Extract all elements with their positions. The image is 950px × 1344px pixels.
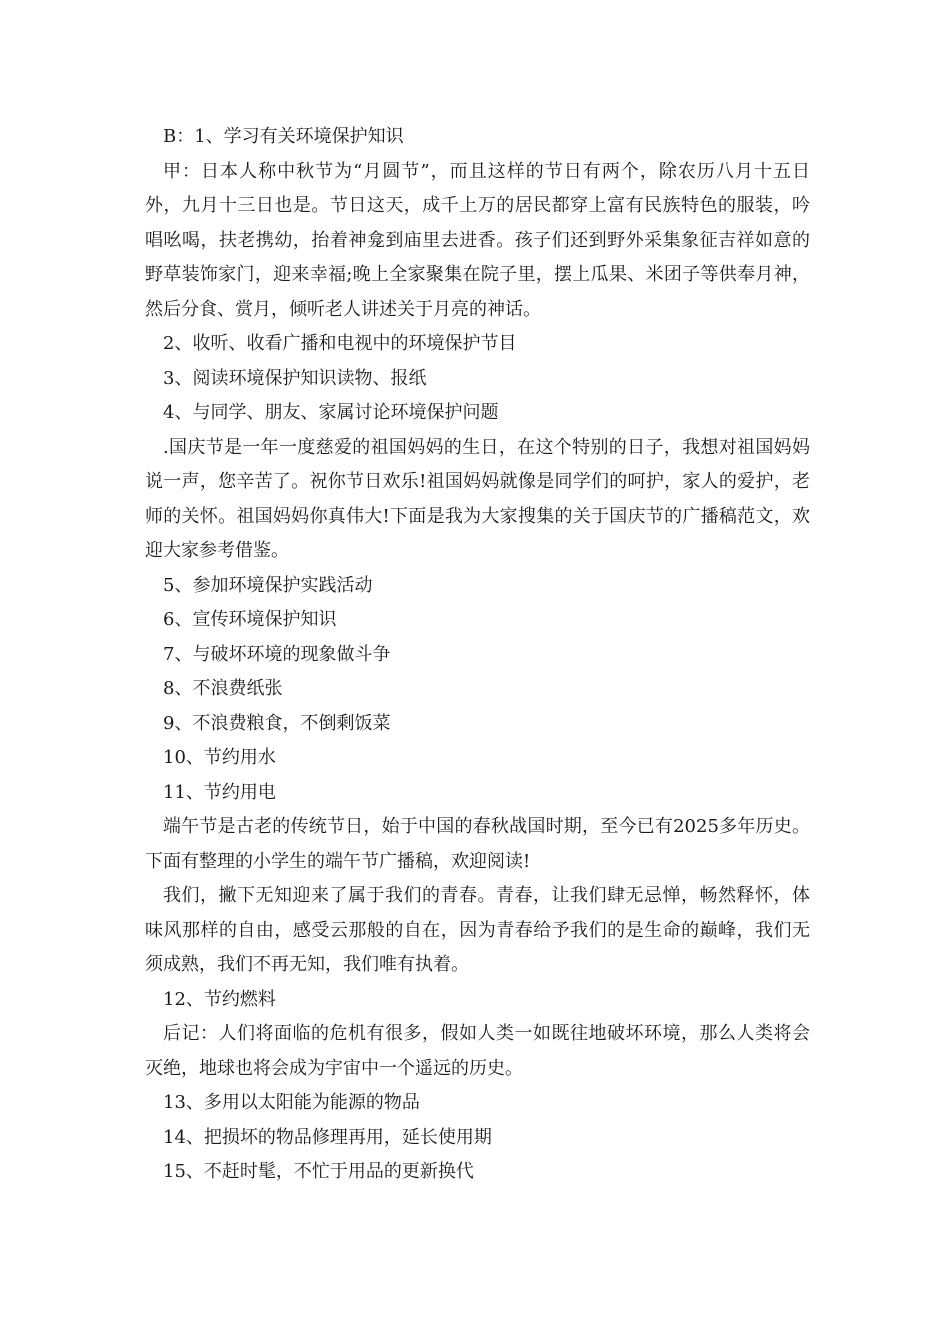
list-item-15: 15、不赶时髦，不忙于用品的更新换代: [163, 1161, 474, 1182]
list-item-3: 3、阅读环境保护知识读物、报纸: [163, 367, 427, 389]
list-item-5: 5、参加环境保护实践活动: [163, 574, 373, 596]
list-item-2: 2、收听、收看广播和电视中的环境保护节目: [163, 333, 517, 354]
list-item-14: 14、把损坏的物品修理再用，延长使用期: [163, 1126, 492, 1148]
document-body: [145, 120, 810, 1190]
list-item-8: 8、不浪费纸张: [163, 678, 283, 699]
list-item-9: 9、不浪费粮食，不倒剩饭菜: [163, 712, 391, 734]
list-item-10: 10、节约用水: [163, 747, 276, 768]
list-item-4: 4、与同学、朋友、家属讨论环境保护问题: [163, 402, 499, 423]
paragraph-national-day: .国庆节是一年一度慈爱的祖国妈妈的生日，在这个特别的日子，我想对祖国妈妈说一声，您辛苦了。祝你节日欢乐!祖国妈妈就像是同学们的呵护，家人的爱护，老师的关怀。祖国妈妈你真伟大!下面是我为大家搜集的关于国庆节的广播稿范文，欢迎大家参考借鉴。: [145, 436, 810, 561]
paragraph-b-item-1: B：1、学习有关环境保护知识: [163, 126, 404, 147]
list-item-7: 7、与破坏环境的现象做斗争: [163, 643, 391, 665]
list-item-11: 11、节约用电: [163, 781, 276, 803]
paragraph-youth: 我们，撇下无知迎来了属于我们的青春。青春，让我们肆无忌惮，畅然释怀，体味风那样的自由，感受云那般的自在，因为青春给予我们的是生命的巅峰，我们无须成熟，我们不再无知，我们唯有执着。: [145, 885, 810, 975]
paragraph-japan-mid-autumn: 甲：日本人称中秋节为“月圆节”，而且这样的节日有两个，除农历八月十五日外，九月十三日也是。节日这天，成千上万的居民都穿上富有民族特色的服装，吟唱吆喝，扶老携幼，抬着神龛到庙里去进香。孩子们还到野外采集象征吉祥如意的野草装饰家门，迎来幸福;晚上全家聚集在院子里，摆上瓜果、米团子等供奉月神，然后分食、赏月，倾听老人讲述关于月亮的神话。: [145, 160, 810, 320]
paragraph-afterword: 后记：人们将面临的危机有很多，假如人类一如既往地破坏环境，那么人类将会灭绝，地球也将会成为宇宙中一个遥远的历史。: [145, 1023, 810, 1079]
paragraph-dragon-boat: 端午节是古老的传统节日，始于中国的春秋战国时期，至今已有2025多年历史。下面有整理的小学生的端午节广播稿，欢迎阅读!: [145, 816, 810, 872]
list-item-13: 13、多用以太阳能为能源的物品: [163, 1092, 420, 1113]
list-item-6: 6、宣传环境保护知识: [163, 609, 337, 630]
list-item-12: 12、节约燃料: [163, 988, 276, 1010]
